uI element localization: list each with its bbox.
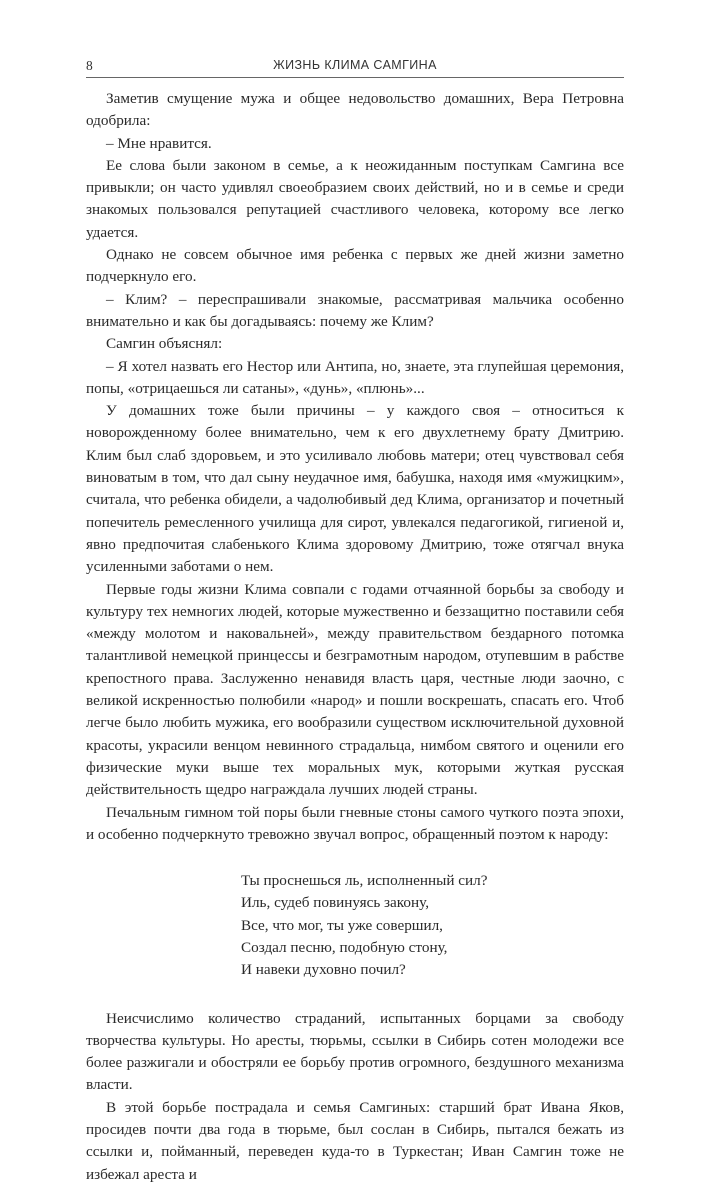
paragraph: Ее слова были законом в семье, а к неожиданным поступкам Самгина все привыкли; он часто удивлял своеобразием своих действий, но и в семье и среди знакомых пользовался репутацией счастливого человека, которому все легко удается.	[86, 156, 624, 241]
paragraph: – Я хотел назвать его Нестор или Антипа, но, знаете, эта глупейшая церемония, попы, «отрицаешься ли сатаны», «дунь», «плюнь»...	[86, 357, 624, 397]
poem-line: Ты проснешься ль, исполненный сил?	[241, 872, 488, 890]
paragraph: В этой борьбе пострадала и семья Самгиных: старший брат Ивана Яков, просидев почти два года в тюрьме, был сослан в Сибирь, пытался бежать из ссылки и, пойманный, переведен куда-то в Туркестан; Иван Самгин тоже не избежал ареста и	[86, 1098, 624, 1183]
paragraph: – Клим? – переспрашивали знакомые, рассматривая мальчика особенно внимательно и как бы догадываясь: почему же Клим?	[86, 290, 624, 330]
page-number: 8	[86, 58, 93, 73]
running-header	[86, 58, 624, 78]
paragraph: Самгин объяснял:	[106, 335, 223, 353]
poem-stanza	[241, 870, 624, 981]
paragraph: У домашних тоже были причины – у каждого своя – относиться к новорожденному более внимательно, чем к его двухлетнему брату Дмитрию. Клим был слаб здоровьем, и это усиливало любовь матери; отец чувствовал себя виноватым в том, что дал сыну неудачное имя, бабушка, находя имя «мужицким», считала, что ребенка обидели, а чадолюбивый дед Клима, организатор и почетный попечитель ремесленного училища для сирот, увлекался педагогикой, гигиеной и, явно предпочитая слабенького Клима здоровому Дмитрию, тоже отягчал внука усиленными заботами о нем.	[86, 402, 624, 576]
running-title: ЖИЗНЬ КЛИМА САМГИНА	[273, 58, 437, 72]
poem-line: Создал песню, подобную стону,	[241, 938, 448, 956]
poem-line: Все, что мог, ты уже совершил,	[241, 916, 443, 934]
poem-line: Иль, судеб повинуясь закону,	[241, 894, 429, 912]
paragraph: Заметив смущение мужа и общее недовольство домашних, Вера Петровна одобрила:	[86, 90, 624, 130]
paragraph: Неисчислимо количество страданий, испытанных борцами за свободу творчества культуры. Но аресты, тюрьмы, ссылки в Сибирь сотен молодежи все более разжигали и обостряли ее борьбу против огромного, бездушного механизма власти.	[86, 1009, 624, 1094]
paragraph: – Мне нравится.	[106, 134, 212, 152]
poem-line: И навеки духовно почил?	[241, 961, 406, 979]
paragraph: Первые годы жизни Клима совпали с годами отчаянной борьбы за свободу и культуру тех немногих людей, которые мужественно и беззащитно поставили себя «между молотом и наковальней», между правительством бездарного потомка талантливой немецкой принцессы и безграмотным народом, отупевшим в рабстве крепостного права. Заслуженно ненавидя власть царя, честные люди заочно, с великой искренностью полюбили «народ» и пошли воскрешать, спасать его. Чтоб легче было любить мужика, его вообразили существом исключительной духовной красоты, украсили венцом невинного страдальца, нимбом святого и оценили его физические муки выше тех моральных мук, которыми жуткая русская действительность щедро награждала лучших людей страны.	[86, 580, 624, 799]
paragraph: Печальным гимном той поры были гневные стоны самого чуткого поэта эпохи, и особенно подчеркнуто тревожно звучал вопрос, обращенный поэтом к народу:	[86, 803, 624, 843]
header-rule	[86, 77, 624, 78]
text-body	[86, 88, 624, 1186]
paragraph: Однако не совсем обычное имя ребенка с первых же дней жизни заметно подчеркнуло его.	[86, 246, 624, 286]
